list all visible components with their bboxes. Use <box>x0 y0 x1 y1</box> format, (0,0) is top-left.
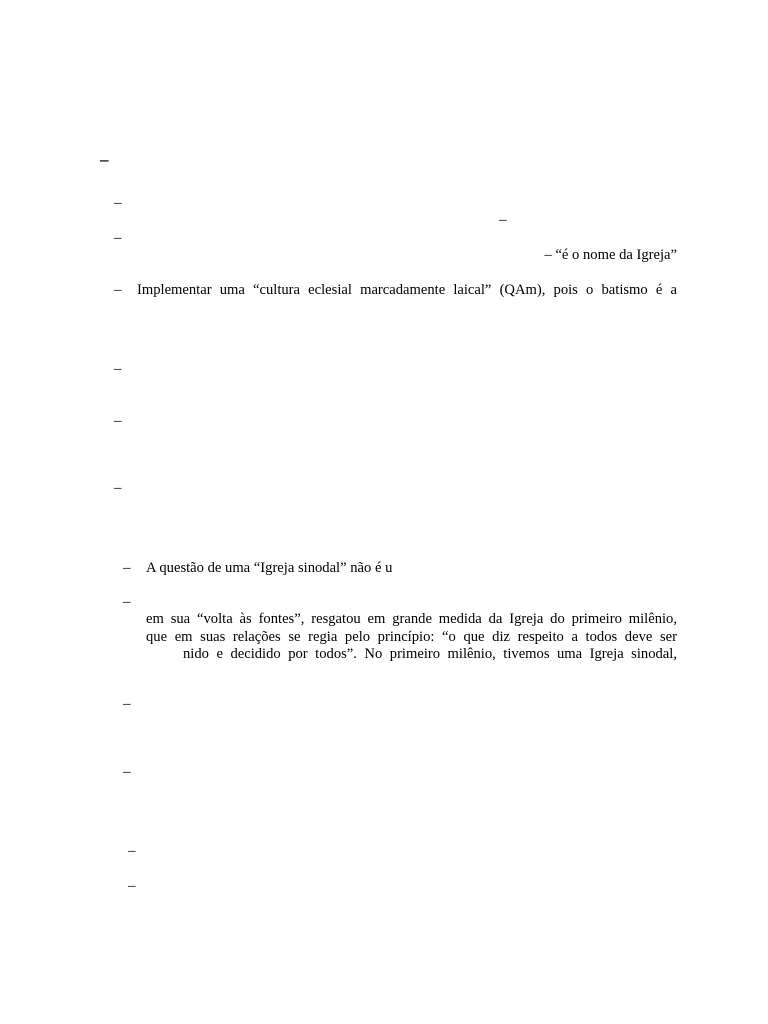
list-bullet: – <box>114 282 122 298</box>
list-bullet: – <box>128 843 136 859</box>
list-bullet: – <box>114 195 122 211</box>
text-line-decidido: nido e decidido por todos”. No primeiro milênio, tivemos uma Igreja sinodal, <box>183 646 677 662</box>
text-line-volta-fontes: em sua “volta às fontes”, resgatou em grande medida da Igreja do primeiro milênio, <box>146 611 677 627</box>
list-bullet: – <box>123 764 131 780</box>
text-line-implementar: Implementar uma “cultura eclesial marcadamente laical” (QAm), pois o batismo é a <box>137 282 677 298</box>
inline-dash: – <box>499 212 507 228</box>
list-bullet: – <box>123 594 131 610</box>
list-bullet: – <box>114 480 122 496</box>
text-line-relacoes: que em suas relações se regia pelo princípio: “o que diz respeito a todos deve ser <box>146 629 677 645</box>
list-bullet: – <box>123 696 131 712</box>
text-line-nome-igreja: – “é o nome da Igreja” <box>544 247 677 263</box>
text-line-questao: A questão de uma “Igreja sinodal” não é u <box>146 560 393 576</box>
list-bullet: – <box>114 361 122 377</box>
list-bullet: – <box>114 230 122 246</box>
list-bullet: – <box>128 878 136 894</box>
heading-dash: – <box>100 150 109 169</box>
list-bullet: – <box>114 413 122 429</box>
list-bullet: – <box>123 560 131 576</box>
